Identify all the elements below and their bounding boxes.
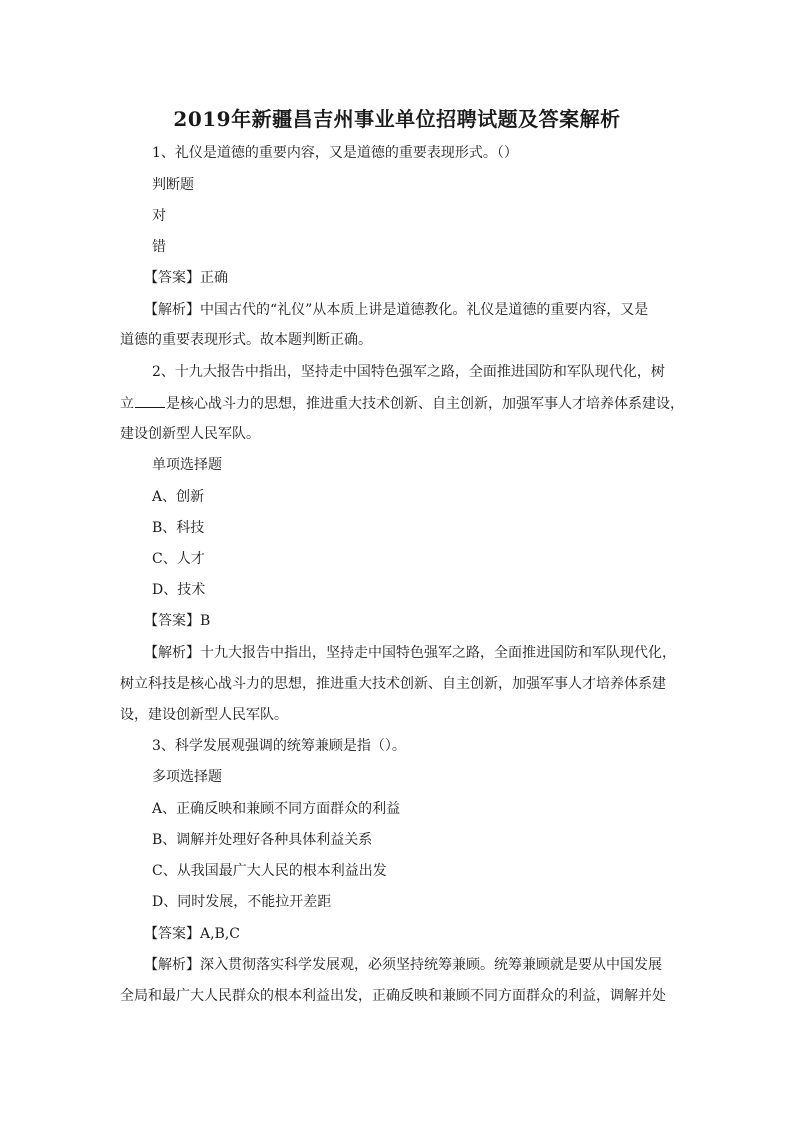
question-2-option-c: C、人才 bbox=[152, 551, 205, 567]
question-1-option-true: 对 bbox=[152, 208, 166, 224]
question-3-text: 3、科学发展观强调的统筹兼顾是指（）。 bbox=[152, 738, 406, 754]
question-2-text-line: 2、十九大报告中指出，坚持走中国特色强军之路，全面推进国防和军队现代化，树 bbox=[152, 364, 665, 380]
question-1-analysis-line: 道德的重要表现形式。故本题判断正确。 bbox=[120, 332, 372, 348]
answer-blank bbox=[135, 393, 165, 408]
question-2-option-a: A、创新 bbox=[152, 489, 205, 505]
question-3-option-d: D、同时发展，不能拉开差距 bbox=[152, 894, 332, 910]
question-3-analysis-line: 【解析】深入贯彻落实科学发展观，必须坚持统筹兼顾。统筹兼顾就是要从中国发展 bbox=[144, 957, 662, 973]
question-2-analysis-line: 【解析】十九大报告中指出，坚持走中国特色强军之路，全面推进国防和军队现代化， bbox=[144, 645, 676, 661]
question-2-text-fragment: 立 bbox=[120, 396, 134, 412]
question-3-answer: 【答案】A,B,C bbox=[144, 926, 241, 942]
question-1-analysis-line: 【解析】中国古代的“礼仪”从本质上讲是道德教化。礼仪是道德的重要内容，又是 bbox=[144, 302, 649, 318]
question-2-option-d: D、技术 bbox=[152, 582, 206, 598]
page-title: 2019年新疆昌吉州事业单位招聘试题及答案解析 bbox=[173, 107, 621, 131]
question-2-text-line bbox=[120, 393, 684, 414]
question-2-analysis-line: 树立科技是核心战斗力的思想，推进重大技术创新、自主创新，加强军事人才培养体系建 bbox=[120, 676, 666, 692]
question-3-option-b: B、调解并处理好各种具体利益关系 bbox=[152, 832, 373, 848]
question-3-option-c: C、从我国最广大人民的根本利益出发 bbox=[152, 863, 387, 879]
question-2-text-fragment: 是核心战斗力的思想，推进重大技术创新、自主创新，加强军事人才培养体系建设， bbox=[166, 396, 684, 412]
question-1-option-false: 错 bbox=[152, 239, 166, 255]
question-2-option-b: B、科技 bbox=[152, 520, 205, 536]
question-1-type: 判断题 bbox=[152, 177, 194, 193]
question-3-type: 多项选择题 bbox=[152, 769, 222, 785]
question-1-answer: 【答案】正确 bbox=[144, 270, 228, 286]
question-2-answer: 【答案】B bbox=[144, 613, 211, 629]
question-3-analysis-line: 全局和最广大人民群众的根本利益出发，正确反映和兼顾不同方面群众的利益，调解并处 bbox=[120, 988, 666, 1004]
question-2-type: 单项选择题 bbox=[152, 457, 222, 473]
question-2-analysis-line: 设，建设创新型人民军队。 bbox=[120, 707, 288, 723]
question-3-option-a: A、正确反映和兼顾不同方面群众的利益 bbox=[152, 801, 401, 817]
question-2-text-line: 建设创新型人民军队。 bbox=[120, 426, 260, 442]
question-1-text: 1、礼仪是道德的重要内容，又是道德的重要表现形式。（） bbox=[152, 145, 518, 161]
